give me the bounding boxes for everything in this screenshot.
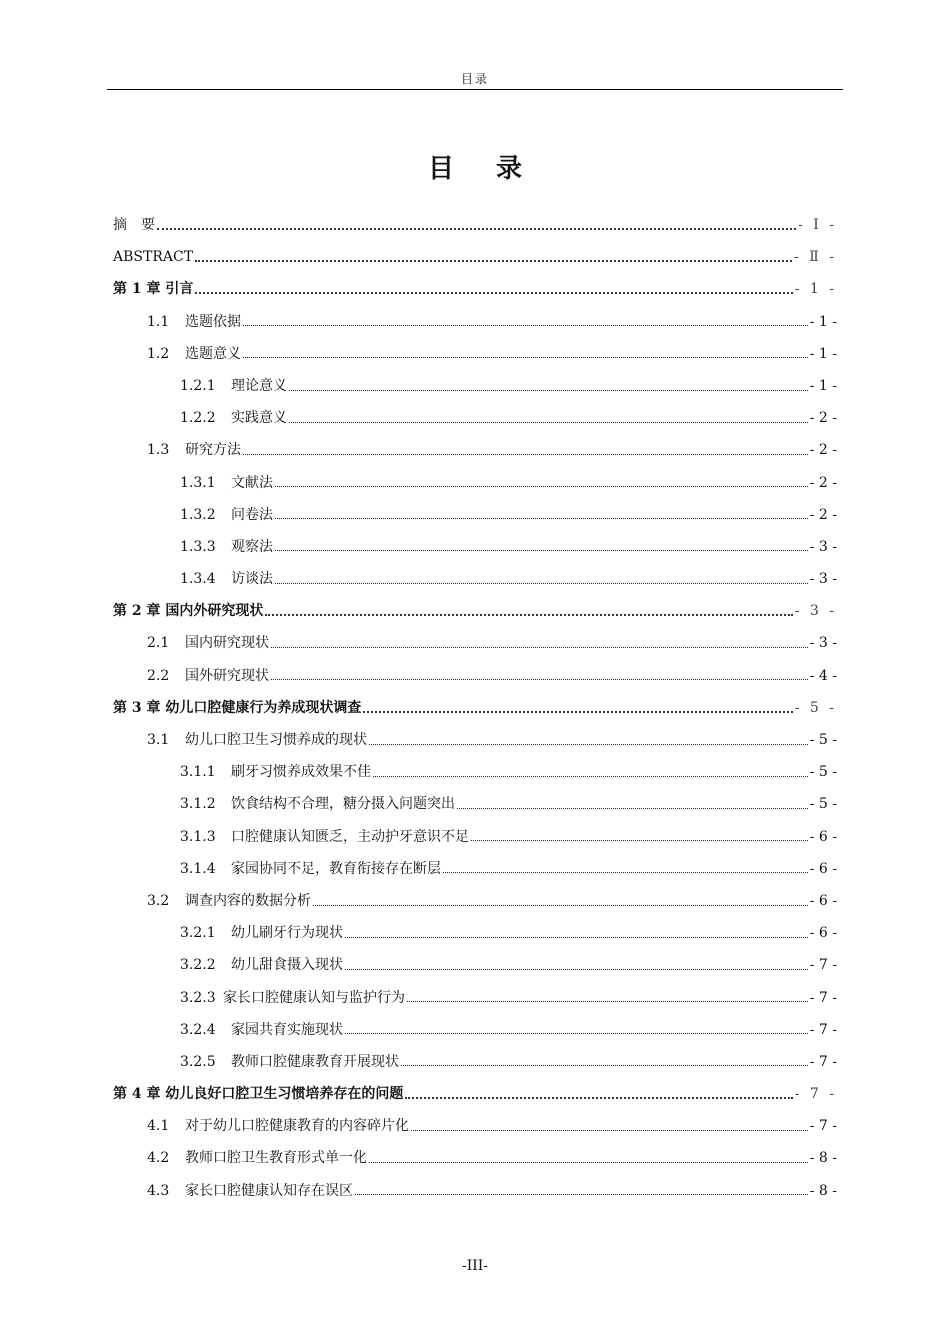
toc-dot-leader [401, 1065, 808, 1066]
toc-entry[interactable] [113, 853, 837, 885]
toc-entry-page: - 5 - [809, 764, 837, 781]
toc-entry-title: 研究方法 [185, 442, 241, 459]
toc-dot-leader [443, 872, 808, 873]
toc-entry-number: 1.2.1 [180, 377, 216, 394]
toc-entry[interactable] [113, 1078, 837, 1110]
toc-entry[interactable] [113, 370, 837, 402]
toc-entry-number: 1.3 [147, 442, 170, 459]
toc-entry-page: - 2 - [809, 506, 837, 523]
toc-entry-page: - 5 - [809, 732, 837, 748]
toc-entry[interactable] [113, 885, 837, 917]
toc-entry-page: - 8 - [809, 1150, 837, 1167]
table-of-contents [113, 209, 837, 1207]
toc-entry-number: 3.1.3 [180, 828, 216, 845]
toc-entry-title: 刷牙习惯养成效果不佳 [231, 764, 371, 781]
toc-dot-leader [313, 905, 808, 906]
toc-entry-page: - 1 - [794, 281, 837, 298]
toc-entry[interactable] [113, 756, 837, 788]
toc-entry-page: - 6 - [809, 892, 837, 909]
toc-entry[interactable] [113, 660, 837, 692]
toc-entry-page: - 2 - [809, 474, 837, 491]
toc-entry[interactable] [113, 209, 837, 241]
toc-entry-number: 3.2.3 [180, 989, 216, 1006]
toc-entry-number: 4.2 [147, 1150, 170, 1167]
toc-dot-leader [355, 1194, 808, 1195]
toc-entry-title: 实践意义 [231, 410, 287, 427]
toc-entry-title: 教师口腔卫生教育形式单一化 [185, 1150, 367, 1167]
toc-entry[interactable] [113, 338, 837, 370]
toc-entry-title: 第 4 章 幼儿良好口腔卫生习惯培养存在的问题 [113, 1086, 404, 1103]
toc-entry-title: 选题意义 [185, 345, 241, 362]
toc-dot-leader [271, 647, 808, 648]
toc-entry-page: - 3 - [809, 571, 837, 588]
toc-dot-leader [243, 325, 808, 326]
toc-entry[interactable] [113, 531, 837, 563]
toc-dot-leader [471, 840, 808, 841]
toc-entry-page: - 7 - [794, 1086, 837, 1103]
toc-entry-title: 问卷法 [231, 506, 273, 523]
toc-entry-number: 1.3.4 [180, 571, 216, 588]
toc-entry[interactable] [113, 627, 837, 659]
toc-entry-page: - 1 - [809, 345, 837, 362]
toc-dot-leader [289, 422, 808, 423]
toc-entry[interactable] [113, 241, 837, 273]
toc-entry-title: ABSTRACT [113, 249, 194, 266]
toc-entry-number: 4.1 [147, 1118, 170, 1135]
toc-entry-number: 2.2 [147, 667, 170, 684]
toc-entry-number: 3.2.5 [180, 1053, 216, 1070]
toc-entry[interactable] [113, 692, 837, 724]
toc-entry-page: - 2 - [809, 410, 837, 427]
toc-entry-page: - 5 - [809, 796, 837, 813]
toc-entry-number: 3.1.4 [180, 860, 216, 877]
toc-dot-leader [243, 357, 808, 358]
toc-entry[interactable] [113, 917, 837, 949]
toc-entry[interactable] [113, 273, 837, 305]
toc-entry-number: 3.1 [147, 732, 170, 748]
toc-entry[interactable] [113, 724, 837, 756]
toc-dot-leader [345, 969, 808, 970]
toc-dot-leader [369, 1162, 808, 1163]
toc-entry[interactable] [113, 499, 837, 531]
toc-entry[interactable] [113, 306, 837, 338]
toc-entry-number: 2.1 [147, 635, 170, 652]
toc-dot-leader [289, 390, 808, 391]
toc-entry-title: 选题依据 [185, 313, 241, 330]
toc-entry[interactable] [113, 1142, 837, 1174]
toc-dot-leader [369, 744, 808, 745]
toc-entry-number: 1.3.3 [180, 538, 216, 555]
toc-dot-leader [345, 937, 808, 938]
toc-dot-leader [265, 614, 792, 616]
toc-dot-leader [407, 1001, 808, 1002]
toc-entry-page: - 8 - [809, 1182, 837, 1199]
toc-dot-leader [275, 583, 808, 584]
toc-entry-title: 饮食结构不合理，糖分摄入问题突出 [231, 796, 455, 813]
toc-entry-title: 国外研究现状 [185, 667, 269, 684]
toc-entry-number: 1.2 [147, 345, 170, 362]
toc-entry-page: - 1 - [809, 377, 837, 394]
toc-entry-title: 调查内容的数据分析 [185, 892, 311, 909]
toc-dot-leader [373, 776, 808, 777]
toc-entry-title: 幼儿口腔卫生习惯养成的现状 [185, 732, 367, 748]
toc-dot-leader [195, 292, 792, 294]
toc-entry-number: 3.2.4 [180, 1021, 216, 1038]
toc-entry-page: - Ⅰ - [798, 217, 837, 233]
toc-entry-title: 幼儿刷牙行为现状 [231, 925, 343, 942]
toc-entry-number: 4.3 [147, 1182, 170, 1199]
toc-entry-number: 3.1.1 [180, 764, 216, 781]
toc-entry-title: 第 1 章 引言 [113, 281, 194, 298]
toc-entry[interactable] [113, 595, 837, 627]
toc-dot-leader [275, 486, 808, 487]
toc-entry-number: 1.3.1 [180, 474, 216, 491]
toc-entry[interactable] [113, 563, 837, 595]
toc-entry-page: - 7 - [809, 957, 837, 974]
toc-entry[interactable] [113, 1046, 837, 1078]
toc-entry-title: 第 2 章 国内外研究现状 [113, 603, 264, 620]
toc-entry-page: - 2 - [809, 442, 837, 459]
toc-dot-leader [405, 1097, 792, 1099]
toc-dot-leader [275, 518, 808, 519]
toc-entry-page: - 4 - [809, 667, 837, 684]
toc-entry[interactable] [113, 434, 837, 466]
toc-dot-leader [195, 260, 792, 262]
toc-entry-page: - 3 - [809, 635, 837, 652]
toc-entry-title: 访谈法 [231, 571, 273, 588]
toc-dot-leader [243, 454, 808, 455]
toc-entry-title: 家长口腔健康认知存在误区 [185, 1182, 353, 1199]
toc-entry[interactable] [113, 467, 837, 499]
toc-entry-page: - 7 - [809, 989, 837, 1006]
toc-dot-leader [271, 679, 808, 680]
toc-entry-title: 家园协同不足，教育衔接存在断层 [231, 860, 441, 877]
toc-entry-number: 3.2.2 [180, 957, 216, 974]
running-header: 目录 [460, 72, 489, 86]
toc-entry-page: - 7 - [809, 1021, 837, 1038]
toc-entry-number: 3.2 [147, 892, 170, 909]
toc-dot-leader [363, 711, 792, 713]
toc-dot-leader [345, 1033, 808, 1034]
toc-entry-number: 3.1.2 [180, 796, 216, 813]
toc-entry-page: - 7 - [809, 1118, 837, 1135]
toc-dot-leader [411, 1130, 808, 1131]
toc-entry[interactable] [113, 1014, 837, 1046]
toc-entry-title: 幼儿甜食摄入现状 [231, 957, 343, 974]
toc-entry-page: - Ⅱ - [794, 249, 837, 266]
toc-entry[interactable] [113, 821, 837, 853]
toc-entry-title: 文献法 [231, 474, 273, 491]
toc-entry-title: 国内研究现状 [185, 635, 269, 652]
header-rule [107, 89, 843, 90]
page-number: -III- [461, 1258, 489, 1274]
toc-entry-title: 对于幼儿口腔健康教育的内容碎片化 [185, 1118, 409, 1135]
toc-entry-page: - 3 - [794, 603, 837, 620]
toc-entry[interactable] [113, 1175, 837, 1207]
toc-entry-page: - 6 - [809, 925, 837, 942]
toc-entry-number: 1.2.2 [180, 410, 216, 427]
toc-entry-number: 1.3.2 [180, 506, 216, 523]
toc-entry-title: 家园共育实施现状 [231, 1021, 343, 1038]
toc-entry[interactable] [113, 402, 837, 434]
toc-entry-title: 家长口腔健康认知与监护行为 [223, 989, 405, 1006]
toc-entry[interactable] [113, 788, 837, 820]
toc-entry-number: 1.1 [147, 313, 170, 330]
toc-entry-title: 摘 要 [113, 217, 155, 233]
toc-entry[interactable] [113, 982, 837, 1014]
toc-entry-number: 3.2.1 [180, 925, 216, 942]
toc-entry-title: 口腔健康认知匮乏，主动护牙意识不足 [231, 828, 469, 845]
toc-dot-leader [157, 228, 796, 230]
toc-entry-title: 教师口腔健康教育开展现状 [231, 1053, 399, 1070]
toc-entry-page: - 1 - [809, 313, 837, 330]
toc-entry[interactable] [113, 949, 837, 981]
toc-dot-leader [275, 550, 808, 551]
toc-entry-title: 观察法 [231, 538, 273, 555]
toc-entry-title: 理论意义 [231, 377, 287, 394]
toc-entry-title: 第 3 章 幼儿口腔健康行为养成现状调查 [113, 699, 362, 716]
toc-dot-leader [457, 808, 808, 809]
toc-entry-page: - 6 - [809, 828, 837, 845]
toc-entry-page: - 5 - [794, 699, 837, 716]
toc-entry-page: - 6 - [809, 860, 837, 877]
toc-entry-page: - 7 - [809, 1053, 837, 1070]
page-title: 目录 [427, 154, 564, 184]
toc-entry-page: - 3 - [809, 538, 837, 555]
toc-entry[interactable] [113, 1110, 837, 1142]
